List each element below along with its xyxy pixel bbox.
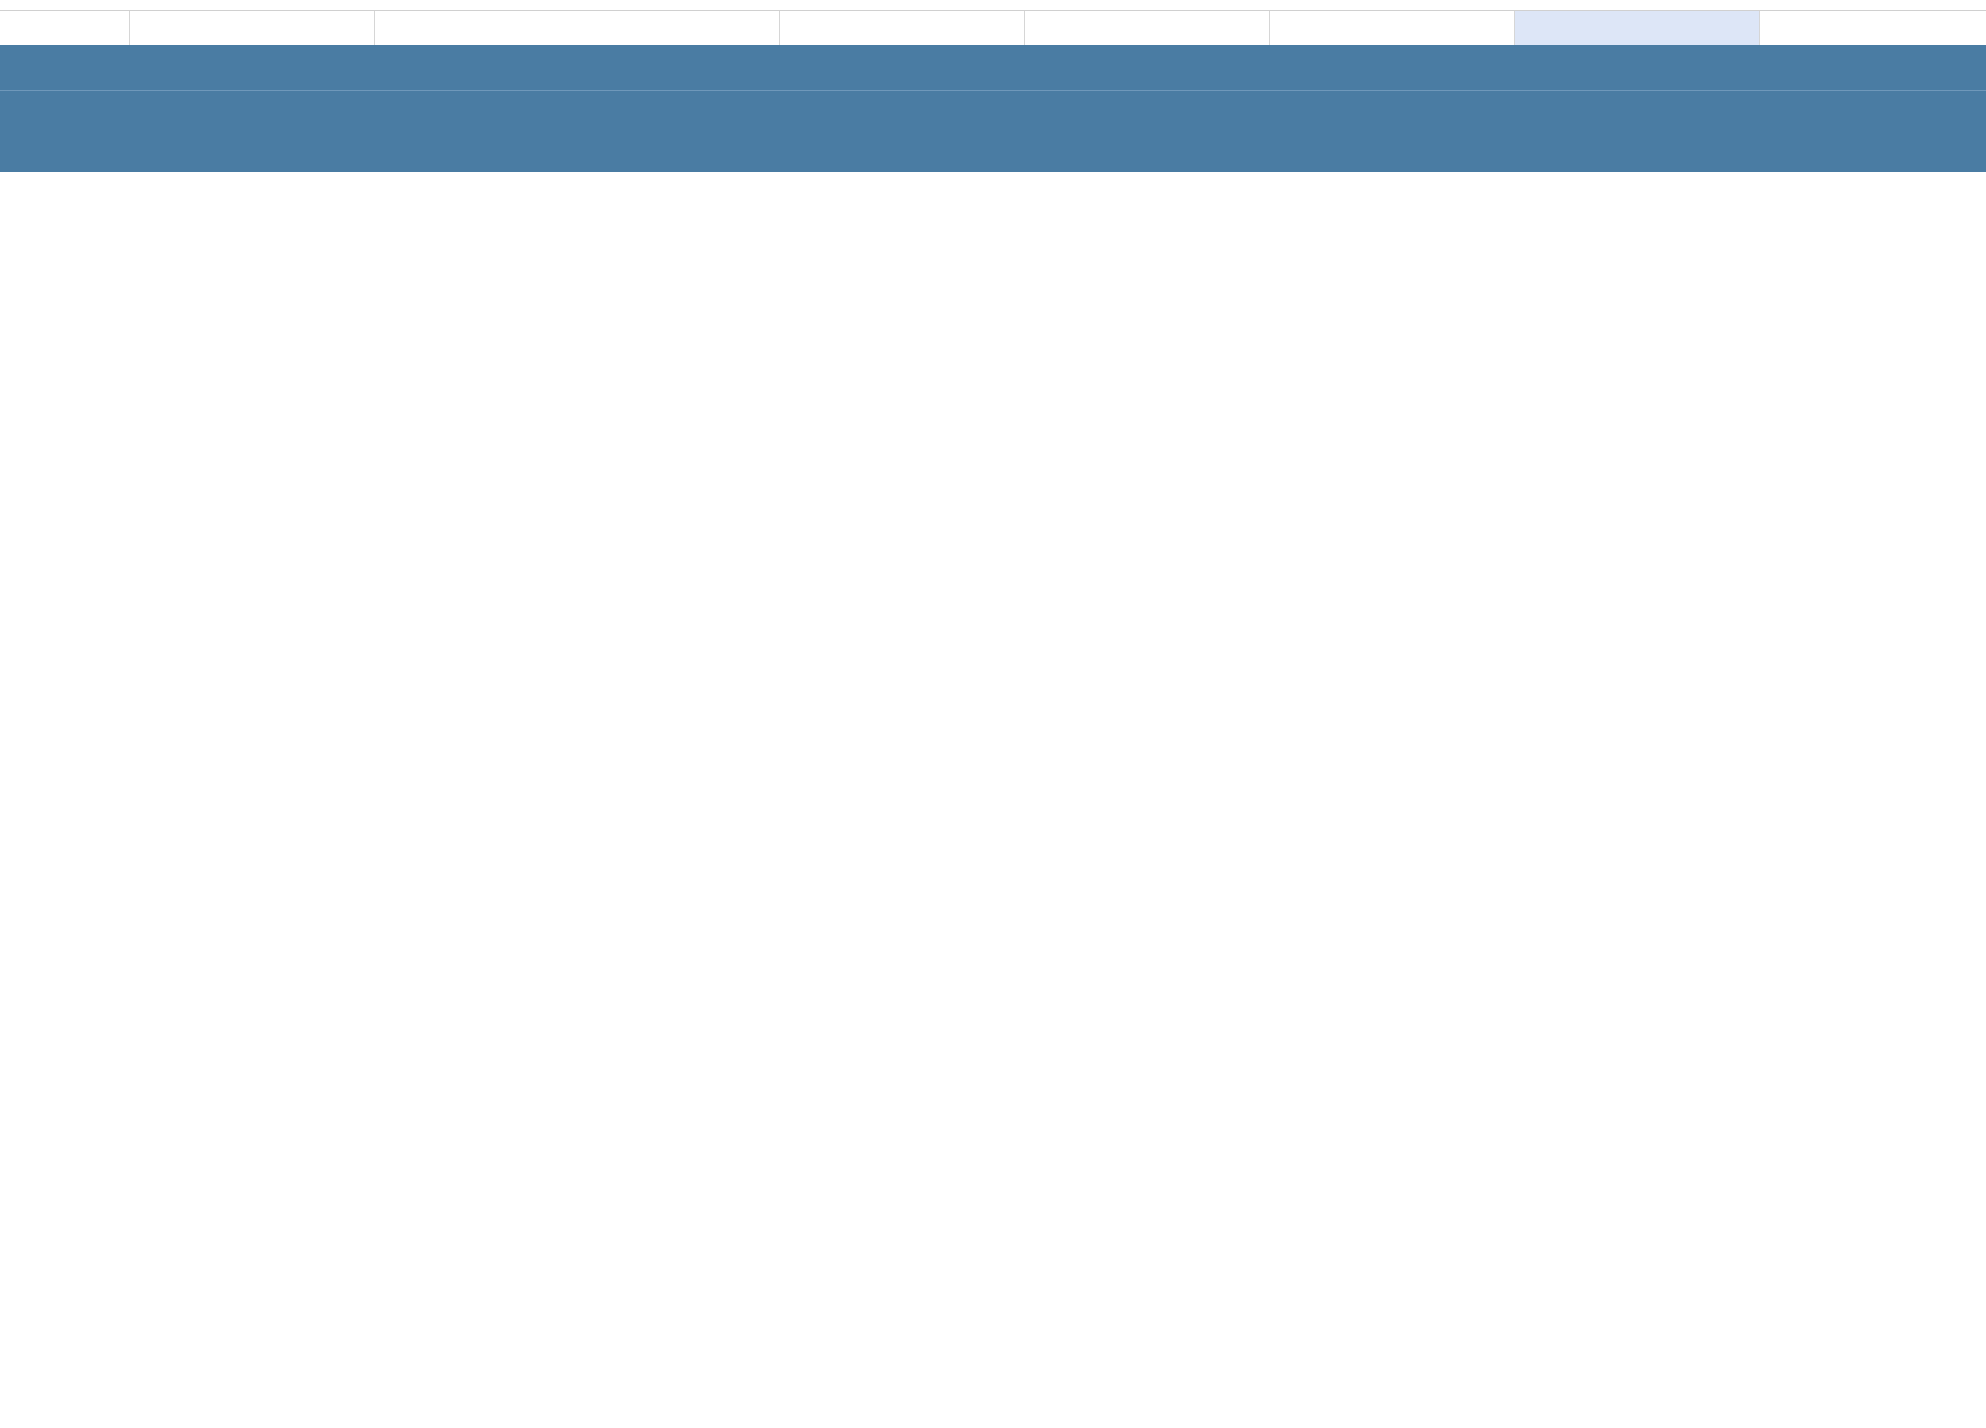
column-letter-h[interactable] [75,11,130,45]
header-sold-to[interactable] [1025,91,1270,172]
header-date-bought[interactable] [130,91,375,172]
column-letter-m[interactable] [1270,11,1515,45]
header-date-sold[interactable] [1270,91,1515,172]
column-letter-j[interactable] [375,11,780,45]
column-letter-i[interactable] [130,11,375,45]
table-title-bar [0,45,1986,90]
header-bought-from[interactable] [375,91,780,172]
column-letter-k[interactable] [780,11,1025,45]
column-letter-n[interactable] [1515,11,1760,45]
column-letter-blank [0,11,75,45]
header-time-held[interactable] [1515,91,1760,172]
table-header-row [0,90,1986,172]
column-header-bar [0,10,1986,46]
header-calendar-sale-price[interactable] [1760,91,1986,172]
header-number[interactable] [75,91,130,172]
column-letter-l[interactable] [1025,11,1270,45]
header-amount-paid[interactable] [780,91,1025,172]
column-letter-o[interactable] [1760,11,1986,45]
